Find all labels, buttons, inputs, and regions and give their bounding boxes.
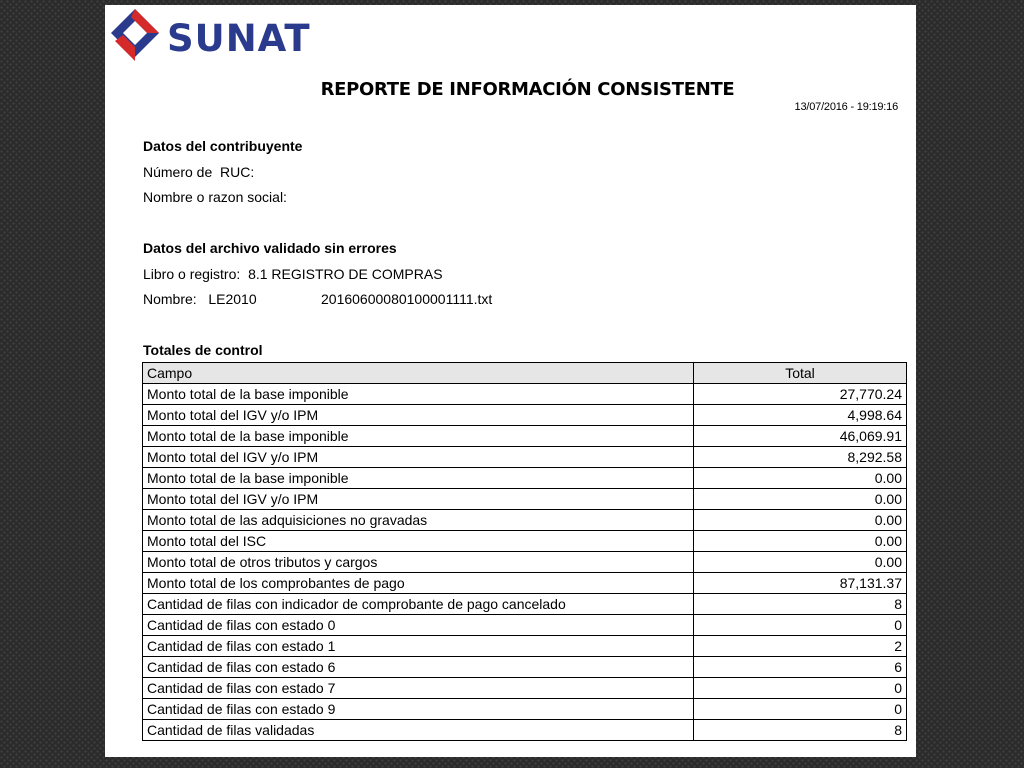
sunat-logo bbox=[109, 7, 349, 71]
table-row bbox=[143, 699, 907, 720]
campo-cell: Cantidad de filas con estado 6 bbox=[143, 657, 694, 678]
campo-cell: Monto total del IGV y/o IPM bbox=[143, 447, 694, 468]
campo-cell: Monto total de los comprobantes de pago bbox=[143, 573, 694, 594]
campo-cell: Cantidad de filas con indicador de comprobante de pago cancelado bbox=[143, 594, 694, 615]
total-cell: 46,069.91 bbox=[694, 426, 907, 447]
total-cell: 2 bbox=[694, 636, 907, 657]
campo-cell: Monto total del ISC bbox=[143, 531, 694, 552]
total-cell: 0 bbox=[694, 615, 907, 636]
total-cell: 4,998.64 bbox=[694, 405, 907, 426]
table-row bbox=[143, 636, 907, 657]
total-cell: 27,770.24 bbox=[694, 384, 907, 405]
libro-label: Libro o registro: bbox=[143, 266, 241, 282]
campo-cell: Cantidad de filas con estado 0 bbox=[143, 615, 694, 636]
table-row bbox=[143, 468, 907, 489]
table-row bbox=[143, 720, 907, 741]
totales-table-body bbox=[143, 384, 907, 741]
total-cell: 8,292.58 bbox=[694, 447, 907, 468]
report-datetime: 13/07/2016 - 19:19:16 bbox=[794, 101, 898, 113]
total-cell: 87,131.37 bbox=[694, 573, 907, 594]
campo-cell: Monto total del IGV y/o IPM bbox=[143, 489, 694, 510]
nombre-row bbox=[143, 291, 257, 307]
campo-cell: Cantidad de filas validadas bbox=[143, 720, 694, 741]
table-row bbox=[143, 510, 907, 531]
total-cell: 8 bbox=[694, 594, 907, 615]
campo-cell: Monto total del IGV y/o IPM bbox=[143, 405, 694, 426]
table-row bbox=[143, 384, 907, 405]
totales-table bbox=[142, 362, 907, 741]
table-row bbox=[143, 594, 907, 615]
ruc-label: Número de RUC: bbox=[143, 164, 255, 180]
campo-cell: Monto total de otros tributos y cargos bbox=[143, 552, 694, 573]
report-title: REPORTE DE INFORMACIÓN CONSISTENTE bbox=[320, 79, 735, 100]
campo-cell: Monto total de la base imponible bbox=[143, 384, 694, 405]
column-header-campo: Campo bbox=[143, 363, 694, 384]
table-row bbox=[143, 426, 907, 447]
campo-cell: Monto total de la base imponible bbox=[143, 468, 694, 489]
total-cell: 0.00 bbox=[694, 531, 907, 552]
total-cell: 0.00 bbox=[694, 510, 907, 531]
table-row bbox=[143, 552, 907, 573]
total-cell: 0 bbox=[694, 699, 907, 720]
campo-cell: Cantidad de filas con estado 9 bbox=[143, 699, 694, 720]
campo-cell: Monto total de la base imponible bbox=[143, 426, 694, 447]
totales-heading: Totales de control bbox=[143, 342, 263, 358]
archivo-heading: Datos del archivo validado sin errores bbox=[143, 240, 397, 256]
sunat-diamond-icon bbox=[109, 7, 165, 69]
contribuyente-heading: Datos del contribuyente bbox=[143, 138, 303, 154]
column-header-total: Total bbox=[694, 363, 907, 384]
nombre-suffix: 20160600080100001111.txt bbox=[321, 291, 493, 307]
total-cell: 0 bbox=[694, 678, 907, 699]
report-page bbox=[105, 5, 916, 757]
table-row bbox=[143, 447, 907, 468]
total-cell: 0.00 bbox=[694, 489, 907, 510]
table-row bbox=[143, 531, 907, 552]
table-row bbox=[143, 615, 907, 636]
nombre-prefix: LE2010 bbox=[208, 291, 257, 307]
table-header-row bbox=[143, 363, 907, 384]
table-row bbox=[143, 573, 907, 594]
total-cell: 0.00 bbox=[694, 552, 907, 573]
total-cell: 8 bbox=[694, 720, 907, 741]
table-row bbox=[143, 657, 907, 678]
table-row bbox=[143, 405, 907, 426]
logo-text: SUNAT bbox=[167, 17, 311, 60]
total-cell: 0.00 bbox=[694, 468, 907, 489]
campo-cell: Cantidad de filas con estado 7 bbox=[143, 678, 694, 699]
campo-cell: Cantidad de filas con estado 1 bbox=[143, 636, 694, 657]
table-row bbox=[143, 489, 907, 510]
libro-registro-row bbox=[143, 266, 443, 282]
table-row bbox=[143, 678, 907, 699]
razon-social-label: Nombre o razon social: bbox=[143, 189, 287, 205]
nombre-label: Nombre: bbox=[143, 291, 197, 307]
campo-cell: Monto total de las adquisiciones no gravadas bbox=[143, 510, 694, 531]
total-cell: 6 bbox=[694, 657, 907, 678]
libro-value: 8.1 REGISTRO DE COMPRAS bbox=[248, 266, 443, 282]
